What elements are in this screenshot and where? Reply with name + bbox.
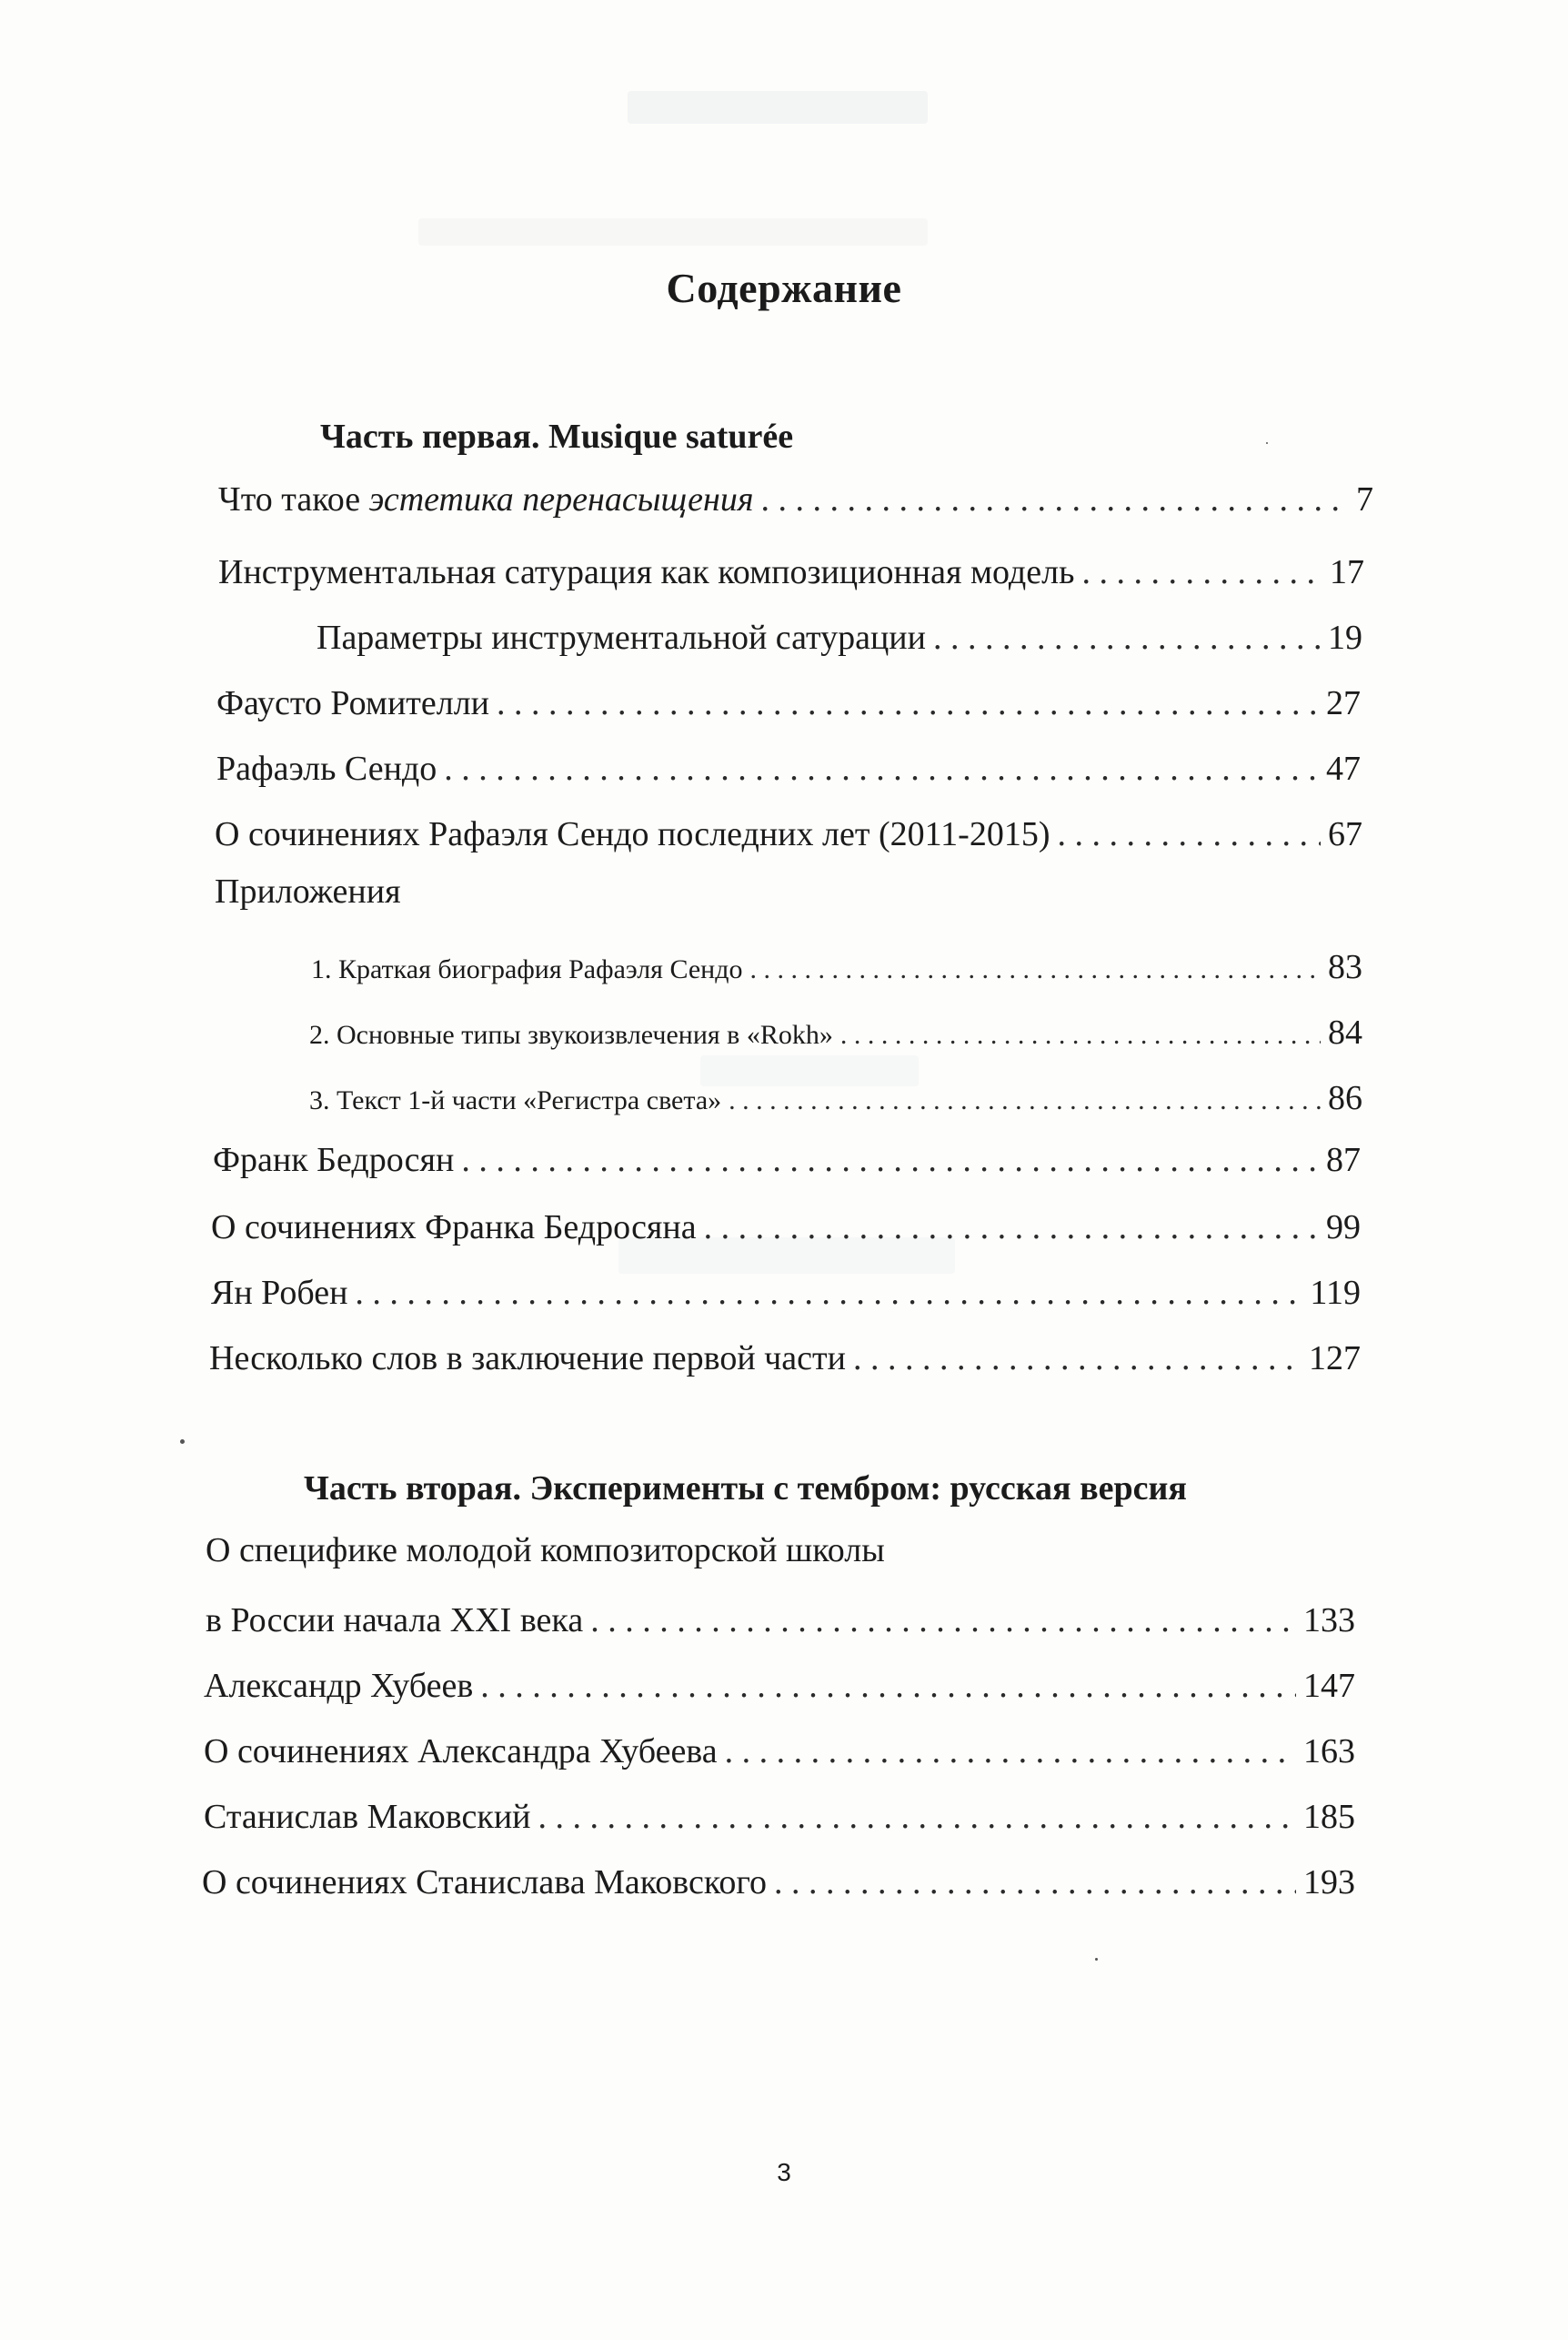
toc-page-number: 193 xyxy=(1303,1863,1355,1901)
toc-entry xyxy=(215,817,1362,852)
toc-page-number: 147 xyxy=(1303,1667,1355,1705)
dot-leader xyxy=(774,1865,1296,1900)
toc-page-number: 185 xyxy=(1303,1798,1355,1836)
toc-page-number: 84 xyxy=(1328,1014,1362,1052)
toc-entry-title: Ян Робен xyxy=(211,1274,348,1312)
dot-leader xyxy=(590,1603,1296,1638)
toc-entry-title: О сочинениях Франка Бедросяна xyxy=(211,1208,697,1246)
toc-entry-title: О сочинениях Александра Хубеева xyxy=(204,1732,718,1770)
toc-entry xyxy=(311,950,1362,984)
dot-leader xyxy=(725,1734,1296,1769)
toc-page-number: 133 xyxy=(1303,1601,1355,1639)
dot-leader xyxy=(840,1022,1321,1049)
toc-page-number: 47 xyxy=(1326,750,1361,788)
toc-entry-title: 1. Краткая биография Рафаэля Сендо xyxy=(311,954,743,984)
toc-entry xyxy=(206,1603,1355,1638)
toc-entry xyxy=(204,1734,1355,1769)
toc-entry xyxy=(216,751,1361,786)
toc-entry xyxy=(211,1210,1361,1245)
toc-entry xyxy=(218,482,1373,517)
toc-entry-title: Фаусто Ромителли xyxy=(216,684,490,722)
dot-leader xyxy=(461,1143,1319,1177)
dot-leader xyxy=(750,956,1322,983)
scan-speck xyxy=(180,1439,185,1444)
dot-leader xyxy=(933,620,1321,655)
toc-entry-title: 2. Основные типы звукоизвлечения в «Rokh» xyxy=(309,1020,833,1050)
dot-leader xyxy=(355,1276,1302,1310)
toc-page-number: 83 xyxy=(1328,948,1362,986)
dot-leader xyxy=(729,1087,1321,1115)
toc-entry-title: Франк Бедросян xyxy=(213,1141,455,1179)
toc-entry-title: Инструментальная сатурация как композиционная модель xyxy=(218,553,1075,591)
toc-page-number: 163 xyxy=(1303,1732,1355,1770)
toc-entry-title: Александр Хубеев xyxy=(204,1667,474,1705)
toc-page-number: 86 xyxy=(1328,1079,1362,1117)
dot-leader xyxy=(761,482,1349,517)
toc-entry xyxy=(213,1143,1361,1177)
bleed-through-shape xyxy=(628,91,928,124)
dot-leader xyxy=(480,1669,1296,1703)
toc-page-number: 19 xyxy=(1328,619,1362,657)
part-one-heading: Часть первая. Musique saturée xyxy=(320,418,794,456)
page-number: 3 xyxy=(777,2158,791,2186)
toc-entry xyxy=(218,555,1364,590)
toc-entry-title: в России начала XXI века xyxy=(206,1601,584,1639)
toc-entry xyxy=(211,1276,1361,1310)
toc-entry-title: О сочинениях Рафаэля Сендо последних лет (2011-2015) xyxy=(215,815,1050,853)
toc-entry xyxy=(204,1669,1355,1703)
toc-entry xyxy=(202,1865,1355,1900)
toc-entry-title: Несколько слов в заключение первой части xyxy=(209,1339,846,1377)
toc-entry-title: 3. Текст 1-й части «Регистра света» xyxy=(309,1085,722,1115)
toc-entry xyxy=(204,1800,1355,1834)
toc-section-label: Приложения xyxy=(215,872,401,911)
toc-page-number: 127 xyxy=(1309,1339,1361,1377)
dot-leader xyxy=(704,1210,1319,1245)
part-two-heading: Часть вторая. Эксперименты с тембром: русская версия xyxy=(304,1469,1187,1508)
dot-leader xyxy=(538,1800,1297,1834)
bleed-through-shape xyxy=(418,218,928,246)
dot-leader xyxy=(444,751,1319,786)
toc-page-number: 17 xyxy=(1330,553,1364,591)
toc-page-number: 99 xyxy=(1326,1208,1361,1246)
scan-speck xyxy=(1095,1958,1098,1961)
toc-entry xyxy=(209,1341,1361,1376)
toc-page-number: 7 xyxy=(1356,480,1373,519)
toc-entry xyxy=(216,686,1361,721)
toc-entry-title: Станислав Маковский xyxy=(204,1798,531,1836)
toc-page-number: 119 xyxy=(1310,1274,1361,1312)
toc-page-number: 27 xyxy=(1326,684,1361,722)
toc-entry-title: О специфике молодой композиторской школы xyxy=(206,1531,885,1569)
toc-page-number: 67 xyxy=(1328,815,1362,853)
toc-entry-title: Параметры инструментальной сатурации xyxy=(317,619,926,657)
toc-entry xyxy=(309,1081,1362,1115)
dot-leader xyxy=(853,1341,1302,1376)
dot-leader xyxy=(1081,555,1322,590)
page-title: Содержание xyxy=(666,265,902,311)
dot-leader xyxy=(497,686,1319,721)
toc-entry-title: Что такое эстетика перенасыщения xyxy=(218,480,754,519)
dot-leader xyxy=(1058,817,1322,852)
toc-entry-title: Рафаэль Сендо xyxy=(216,750,437,788)
toc-entry xyxy=(317,620,1362,655)
toc-page-number: 87 xyxy=(1326,1141,1361,1179)
scan-speck xyxy=(1266,442,1268,444)
toc-entry xyxy=(309,1015,1362,1050)
toc-entry-title: О сочинениях Станислава Маковского xyxy=(202,1863,768,1901)
